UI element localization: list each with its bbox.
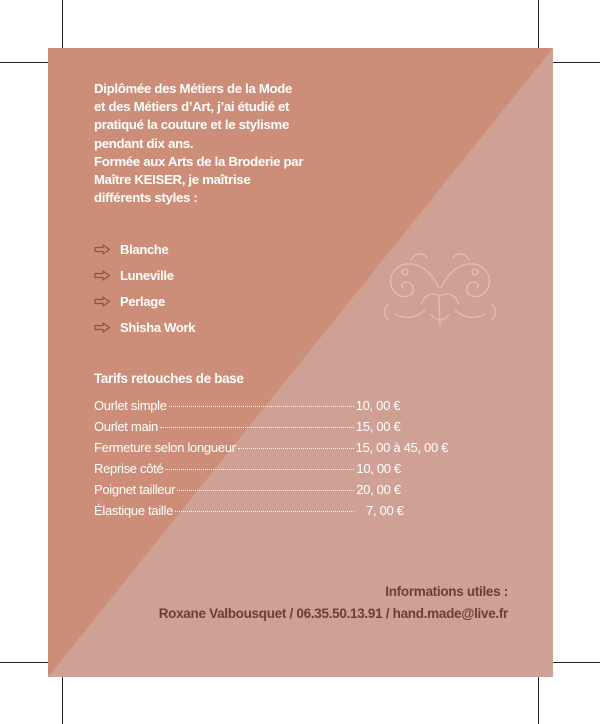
price-label: Élastique taille	[94, 503, 174, 518]
price-row	[94, 440, 474, 461]
arrow-right-icon	[94, 244, 120, 255]
style-label: Shisha Work	[120, 319, 196, 335]
style-label: Blanche	[120, 241, 169, 257]
crop-mark	[538, 677, 539, 724]
price-row	[94, 482, 474, 503]
intro-line: et des Métiers d’Art, j’ai étudié et	[94, 99, 290, 115]
price-row	[94, 461, 474, 482]
arrow-right-icon	[94, 270, 120, 281]
dot-leader	[175, 511, 354, 512]
price-value: 10, 00 €	[356, 461, 401, 476]
style-label: Luneville	[120, 267, 174, 283]
crop-mark	[0, 662, 48, 663]
price-row	[94, 419, 474, 440]
price-label: Poignet tailleur	[94, 482, 176, 497]
list-item	[94, 314, 195, 340]
crop-mark	[62, 677, 63, 724]
dot-leader	[160, 427, 354, 428]
dot-leader	[177, 490, 354, 491]
crop-mark	[0, 62, 48, 63]
crop-mark	[538, 0, 539, 48]
flyer-card	[48, 48, 553, 677]
price-list	[94, 398, 474, 524]
intro-line: Diplômée des Métiers de la Mode	[94, 81, 293, 96]
info-title: Informations utiles :	[385, 584, 508, 599]
dot-leader	[165, 469, 354, 470]
crop-mark	[553, 62, 600, 63]
dot-leader	[169, 406, 354, 407]
list-item	[94, 288, 195, 314]
intro-line: différents styles :	[94, 190, 198, 206]
price-label: Ourlet main	[94, 419, 158, 434]
price-value: 15, 00 €	[355, 419, 401, 434]
crop-mark	[553, 662, 600, 663]
list-item	[94, 262, 195, 288]
dot-leader	[238, 448, 354, 449]
tarifs-title: Tarifs retouches de base	[94, 371, 244, 386]
price-label: Ourlet simple	[94, 398, 167, 413]
embroidery-styles-list	[94, 236, 195, 340]
intro-line: pratiqué la couture et le stylisme	[94, 117, 290, 133]
crop-mark	[62, 0, 63, 48]
price-value: 15, 00 à 45, 00 €	[355, 440, 449, 455]
contact-block	[159, 581, 508, 625]
arrow-right-icon	[94, 296, 120, 307]
contact-line: Roxane Valbousquet / 06.35.50.13.91 / hand.made@live.fr	[158, 606, 508, 621]
style-label: Perlage	[120, 293, 165, 309]
intro-line: pendant dix ans.	[94, 135, 194, 151]
price-row	[94, 503, 474, 524]
price-row	[94, 398, 474, 419]
price-value: 10, 00 €	[355, 398, 401, 413]
intro-line: Formée aux Arts de la Broderie par	[94, 153, 304, 169]
price-label: Fermeture selon longueur	[94, 440, 236, 455]
list-item	[94, 236, 195, 262]
price-value: 7, 00 €	[366, 503, 404, 518]
price-label: Reprise côté	[94, 461, 164, 476]
intro-line: Maître KEISER, je maîtrise	[94, 172, 251, 188]
arrow-right-icon	[94, 322, 120, 333]
embroidery-ornament-icon	[381, 248, 499, 330]
intro-text	[94, 80, 324, 207]
price-value: 20, 00 €	[356, 482, 401, 497]
